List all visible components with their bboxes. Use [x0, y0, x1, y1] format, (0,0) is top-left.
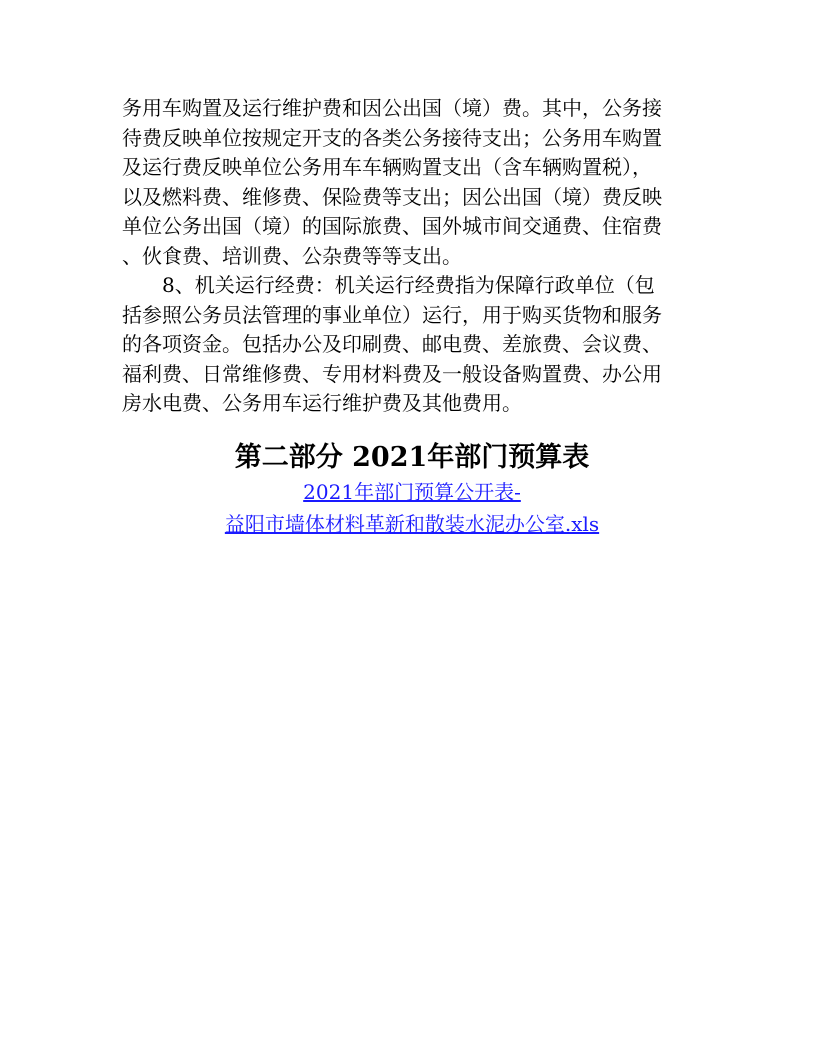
attachment-link-line-1[interactable]: 2021年部门预算公开表- — [303, 480, 521, 504]
text-line: 及运行费反映单位公务用车车辆购置支出（含车辆购置税）， — [122, 155, 652, 179]
text-line: 福利费、日常维修费、专用材料费及一般设备购置费、办公用 — [122, 361, 662, 386]
text-line: 8、机关运行经费：机关运行经费指为保障行政单位（包 — [162, 273, 655, 297]
text-line: 以及燃料费、维修费、保险费等支出；因公出国（境）费反映 — [122, 184, 662, 209]
section-heading: 第二部分 2021年部门预算表 — [234, 442, 590, 473]
text-line: 的各项资金。包括办公及印刷费、邮电费、差旅费、会议费、 — [122, 332, 662, 356]
text-line: 务用车购置及运行维护费和因公出国（境）费。其中，公务接 — [122, 96, 662, 120]
text-line: 括参照公务员法管理的事业单位）运行，用于购买货物和服务 — [122, 302, 662, 327]
budget-table-attachment-link[interactable] — [122, 476, 702, 540]
text-line: 、伙食费、培训费、公杂费等等支出。 — [122, 243, 462, 268]
text-line: 房水电费、公务用车运行维护费及其他费用。 — [122, 391, 522, 415]
text-line: 待费反映单位按规定开支的各类公务接待支出；公务用车购置 — [122, 125, 662, 150]
attachment-link-line-2[interactable]: 益阳市墙体材料革新和散装水泥办公室.xls — [224, 512, 600, 536]
text-line: 单位公务出国（境）的国际旅费、国外城市间交通费、住宿费 — [122, 214, 662, 238]
paragraph-8-operating-funds — [122, 271, 702, 419]
body-text — [122, 94, 702, 419]
paragraph-public-expenses — [122, 94, 702, 271]
